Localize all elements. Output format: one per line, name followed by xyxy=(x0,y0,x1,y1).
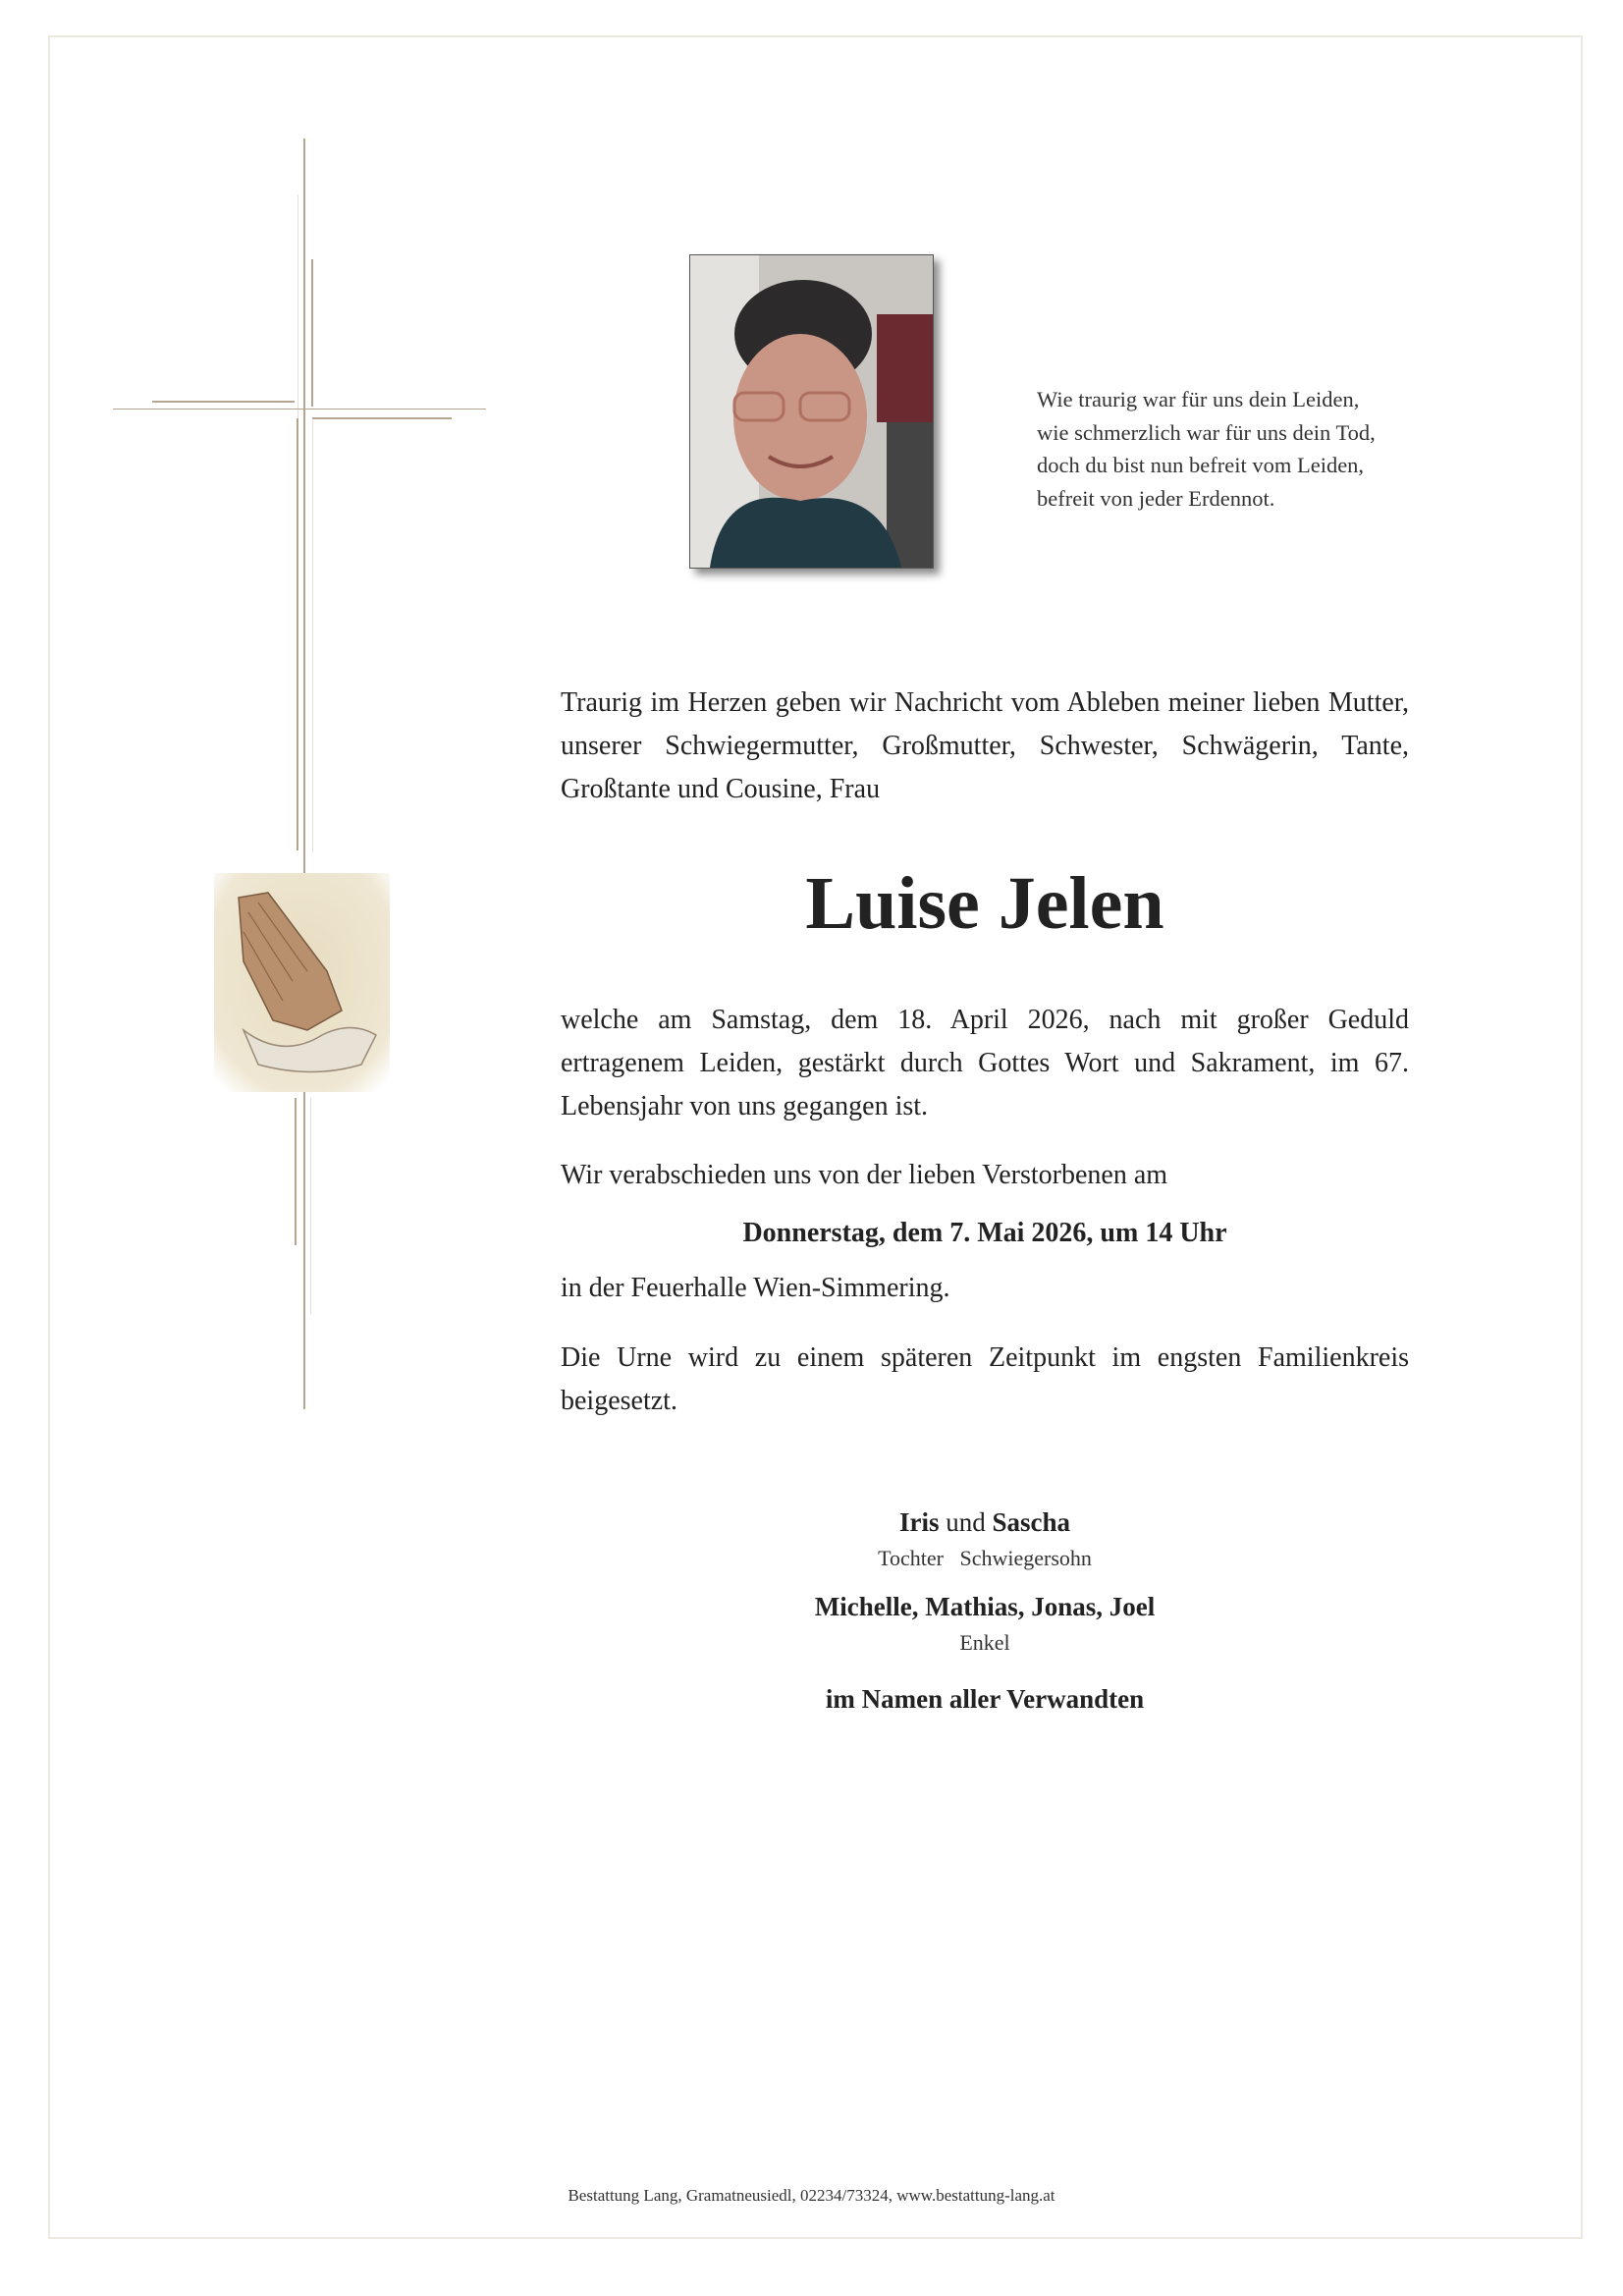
grandchildren-role: Enkel xyxy=(959,1630,1010,1655)
poem-line: Wie traurig war für uns dein Leiden, xyxy=(1037,387,1360,411)
conjunction: und xyxy=(946,1507,986,1537)
poem-line: wie schmerzlich war für uns dein Tod, xyxy=(1037,419,1376,445)
mourners-line-1 xyxy=(561,1504,1409,1540)
deceased-name: Luise Jelen xyxy=(805,862,1164,945)
mourner-name: Sascha xyxy=(992,1507,1071,1537)
urn-text: Die Urne wird zu einem späteren Zeitpunkt im engsten Familienkreis beigesetzt. xyxy=(561,1342,1409,1416)
intro-text: Traurig im Herzen geben wir Nachricht vom Ableben meiner lieben Mutter, unserer Schwiegermutter, Großmutter, Schwester, Schwägerin, Tante, Großtante und Cousine, Frau xyxy=(561,687,1409,804)
grandchildren: Michelle, Mathias, Jonas, Joel xyxy=(814,1592,1156,1621)
farewell-date: Donnerstag, dem 7. Mai 2026, um 14 Uhr xyxy=(742,1218,1227,1248)
portrait-photo xyxy=(689,254,934,569)
funeral-home-footer: Bestattung Lang, Gramatneusiedl, 02234/73324, www.bestattung-lang.at xyxy=(568,2186,1055,2205)
poem-line: doch du bist nun befreit vom Leiden, xyxy=(1037,453,1365,477)
poem xyxy=(1037,383,1376,515)
closing-line: im Namen aller Verwandten xyxy=(825,1684,1145,1714)
farewell-place: in der Feuerhalle Wien-Simmering. xyxy=(561,1273,950,1303)
praying-hands-image xyxy=(214,873,390,1092)
mourner-name: Iris xyxy=(898,1507,940,1537)
poem-line: befreit von jeder Erdennot. xyxy=(1037,485,1275,511)
mourner-roles: Tochter Schwiegersohn xyxy=(878,1546,1092,1570)
death-text: welche am Samstag, dem 18. April 2026, nach mit großer Geduld ertragenem Leiden, gestärkt durch Gottes Wort und Sakrament, im 67. Lebensjahr von uns gegangen ist. xyxy=(561,1005,1409,1121)
farewell-intro: Wir verabschieden uns von der lieben Verstorbenen am xyxy=(561,1160,1168,1190)
